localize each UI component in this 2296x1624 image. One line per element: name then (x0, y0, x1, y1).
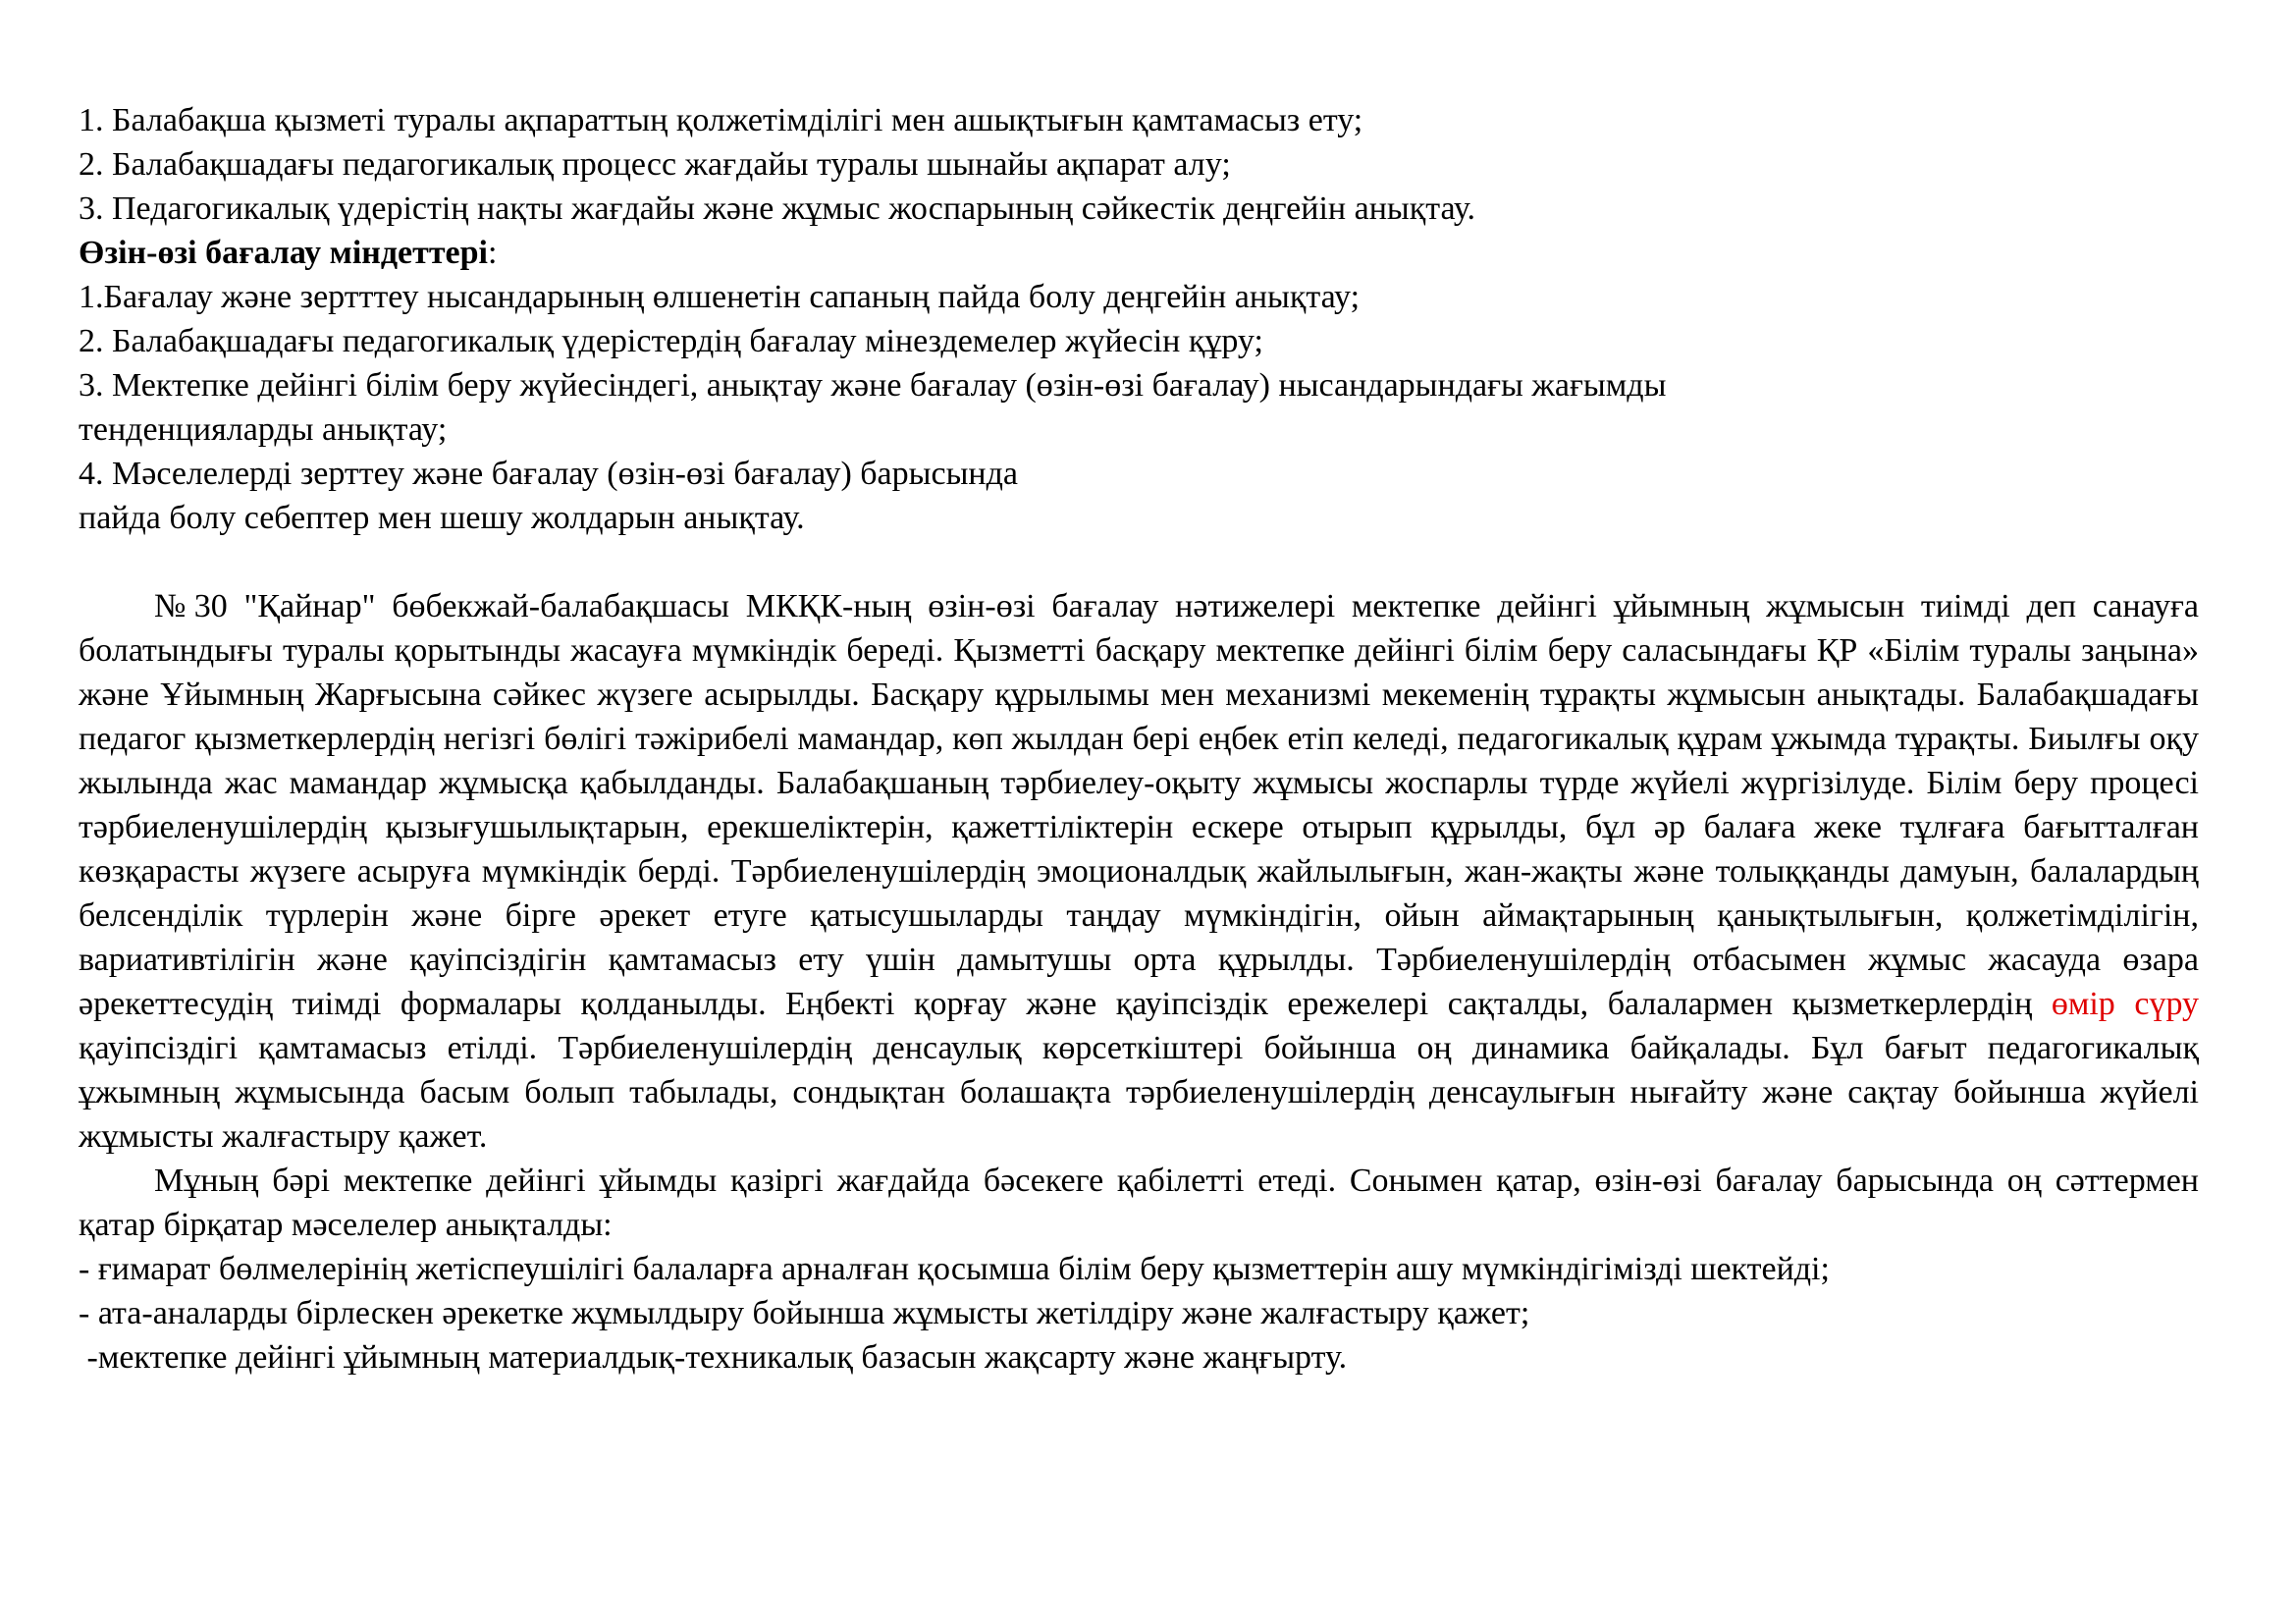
task-line-4: 4. Мәселелерді зерттеу және бағалау (өзін-өзі бағалау) барысында (79, 456, 1019, 492)
tasks-heading (79, 231, 2199, 275)
intro-line-1: 1. Балабақша қызметі туралы ақпараттың қолжетімділігі мен ашықтығын қамтамасыз ету; (79, 102, 1363, 138)
intro-line-2: 2. Балабақшадағы педагогикалық процесс жағдайы туралы шынайы ақпарат алу; (79, 146, 1231, 183)
paragraph-gap (79, 540, 2199, 584)
tasks-list (79, 275, 2199, 540)
summary-paragraph: Мұның бәрі мектепке дейінгі ұйымды қазіргі жағдайда бәсекеге қабілетті етеді. Сонымен қатар, өзін-өзі бағалау барысында оң сәттермен қатар бірқатар мәселелер анықталды: (79, 1163, 2199, 1243)
tasks-heading-text: Өзін-өзі бағалау міндеттері (79, 235, 488, 271)
task-line-1: 1.Бағалау және зертттеу нысандарының өлшенетін сапаның пайда болу деңгейін анықтау; (79, 279, 1361, 315)
task-line-2: 2. Балабақшадағы педагогикалық үдерістердің бағалау мінездемелер жүйесін құру; (79, 323, 1263, 359)
issue-line-2: - ата-аналарды бірлескен әрекетке жұмылдыру бойынша жұмысты жетілдіру және жалғастыру қажет; (79, 1295, 1530, 1331)
main-paragraph (79, 584, 2199, 1159)
highlighted-phrase: өмір сүру (2051, 986, 2199, 1022)
main-paragraph-text-end: қауіпсіздігі қамтамасыз етілді. Тәрбиеленушілердің денсаулық көрсеткіштері бойынша оң динамика байқалады. Бұл бағыт педагогикалық ұжымның жұмысында басым болып табылады, сондықтан болашақта тәрбиеленушілердің денсаулығын нығайту және сақтау бойынша жүйелі жұмысты жалғастыру қажет. (79, 1030, 2199, 1155)
document-page (79, 98, 2199, 1380)
intro-list (79, 98, 2199, 231)
issue-line-3: -мектепке дейінгі ұйымның материалдық-техникалық базасын жақсарту және жаңғырту. (79, 1339, 1348, 1376)
task-line-3-continued: тенденцияларды анықтау; (79, 411, 448, 448)
issue-line-1: - ғимарат бөлмелерінің жетіспеушілігі балаларға арналған қосымша білім беру қызметтерін ашу мүмкіндігімізді шектейді; (79, 1251, 1830, 1287)
task-line-4-continued: пайда болу себептер мен шешу жолдарын анықтау. (79, 500, 805, 536)
main-paragraph-text-start: №30 "Қайнар" бөбекжай-балабақшасы МКҚК-ның өзін-өзі бағалау нәтижелері мектепке дейінгі ұйымның жұмысын тиімді деп санауға болатындығы туралы қорытынды жасауға мүмкіндік береді. Қызметті басқару мектепке дейінгі білім беру саласындағы ҚР «Білім туралы заңына» және Ұйымның Жарғысына сәйкес жүзеге асырылды. Басқару құрылымы мен механизмі мекеменің тұрақты жұмысын анықтады. Балабақшадағы педагог қызметкерлердің негізгі бөлігі тәжірибелі мамандар, көп жылдан бері еңбек етіп келеді, педагогикалық құрам ұжымда тұрақты. Биылғы оқу жылында жас мамандар жұмысқа қабылданды. Балабақшаның тәрбиелеу-оқыту жұмысы жоспарлы түрде жүйелі жүргізілуде. Білім беру процесі тәрбиеленушілердің қызығушылықтарын, ерекшеліктерін, қажеттіліктерін ескере отырып құрылды, бұл әр балаға жеке тұлғаға бағытталған көзқарасты жүзеге асыруға мүмкіндік берді. Тәрбиеленушілердің эмоционалдық жайлылығын, жан-жақты және толыққанды дамуын, балалардың белсенділік түрлерін және бірге әрекет етуге қатысушыларды таңдау мүмкіндігін, ойын аймақтарының қанықтылығын, қолжетімділігін, вариативтілігін және қауіпсіздігін қамтамасыз ету үшін дамытушы орта құрылды. Тәрбиеленушілердің отбасымен жұмыс жасауда өзара әрекеттесудің тиімді формалары қолданылды. Еңбекті қорғау және қауіпсіздік ережелері сақталды, балалармен қызметкерлердің (79, 588, 2199, 1022)
task-line-3: 3. Мектепке дейінгі білім беру жүйесіндегі, анықтау және бағалау (өзін-өзі бағалау) нысандарындағы жағымды (79, 367, 1667, 404)
intro-line-3: 3. Педагогикалық үдерістің нақты жағдайы және жұмыс жоспарының сәйкестік деңгейін анықтау. (79, 190, 1475, 227)
tasks-heading-suffix: : (488, 235, 498, 271)
issues-list (79, 1247, 2199, 1380)
